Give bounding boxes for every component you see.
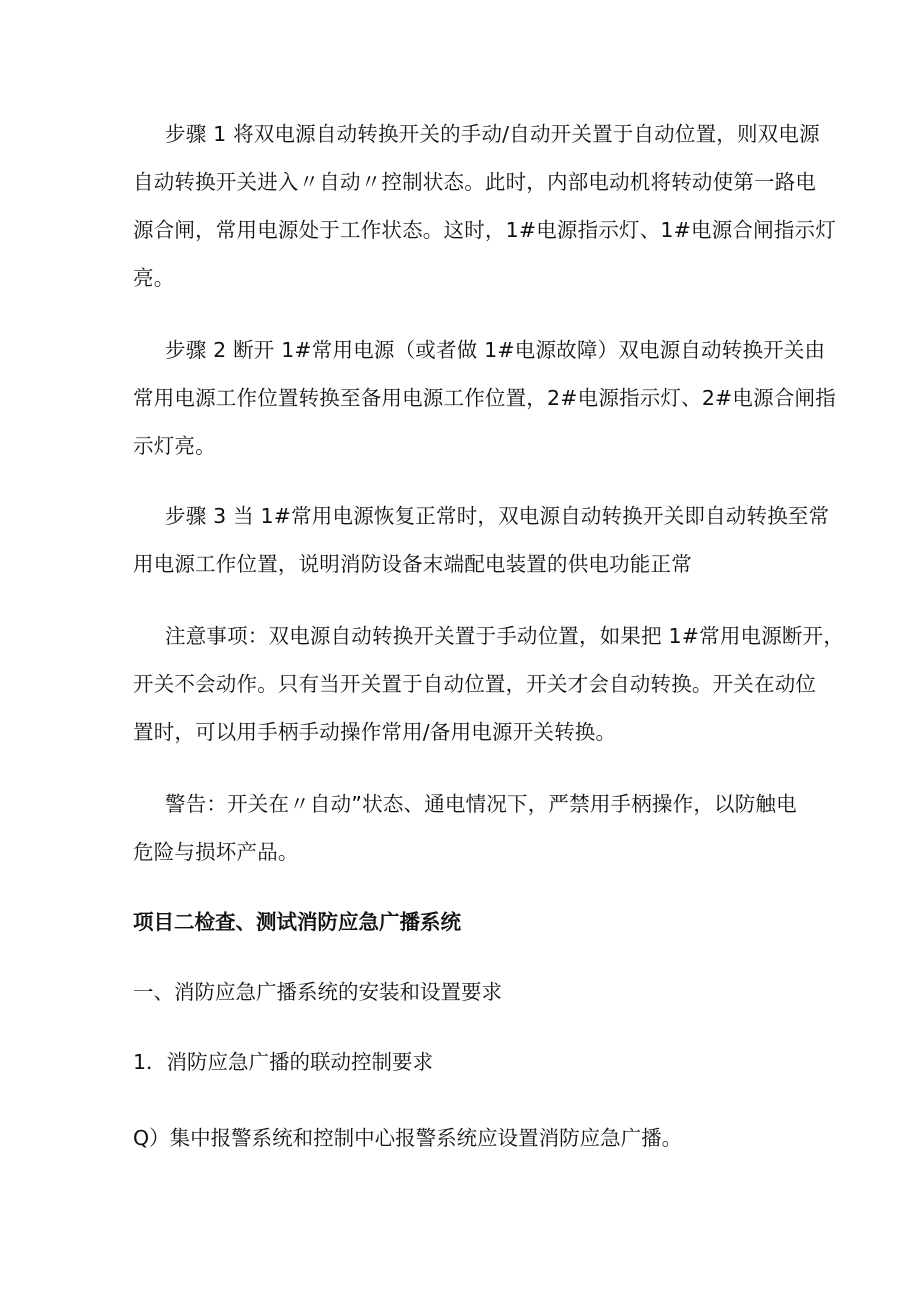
text-line: 示灯亮。 [133, 434, 216, 458]
text-line: 用电源工作位置，说明消防设备末端配电装置的供电功能正常 [133, 552, 692, 576]
paragraph-notice [133, 612, 845, 756]
text-line: 源合闸，常用电源处于工作状态。这时，1#电源指示灯、1#电源合闸指示灯 [133, 218, 836, 242]
paragraph-warning [133, 780, 795, 876]
text-line: 步骤 3 当 1#常用电源恢复正常时，双电源自动转换开关即自动转换至常 [165, 504, 830, 528]
paragraph-step1 [133, 110, 836, 302]
heading-item1: 1．消防应急广播的联动控制要求 [133, 1050, 434, 1074]
text-line: 置时，可以用手柄手动操作常用/备用电源开关转换。 [133, 720, 617, 744]
text-line: 步骤 2 断开 1#常用电源（或者做 1#电源故障）双电源自动转换开关由 [165, 338, 826, 362]
heading-item-q: Q）集中报警系统和控制中心报警系统应设置消防应急广播。 [133, 1126, 683, 1150]
heading-section1: 一、消防应急广播系统的安装和设置要求 [133, 980, 502, 1004]
text-line: 常用电源工作位置转换至备用电源工作位置，2#电源指示灯、2#电源合闸指 [133, 386, 836, 410]
text-line: 注意事项：双电源自动转换开关置于手动位置，如果把 1#常用电源断开， [165, 624, 845, 648]
text-line: 步骤 1 将双电源自动转换开关的手动/自动开关置于自动位置，则双电源 [165, 122, 820, 146]
text-line: 亮。 [133, 266, 175, 290]
text-line: 开关不会动作。只有当开关置于自动位置，开关才会自动转换。开关在动位 [133, 672, 817, 696]
paragraph-step3 [133, 492, 830, 588]
text-line: 自动转换开关进入〃自动〃控制状态。此时，内部电动机将转动使第一路电 [133, 170, 817, 194]
paragraph-step2 [133, 326, 836, 470]
text-line: 危险与损坏产品。 [133, 840, 299, 864]
heading-project2: 项目二检查、测试消防应急广播系统 [133, 910, 461, 934]
text-line: 警告：开关在〃自动”状态、通电情况下，严禁用手柄操作，以防触电 [165, 792, 797, 816]
